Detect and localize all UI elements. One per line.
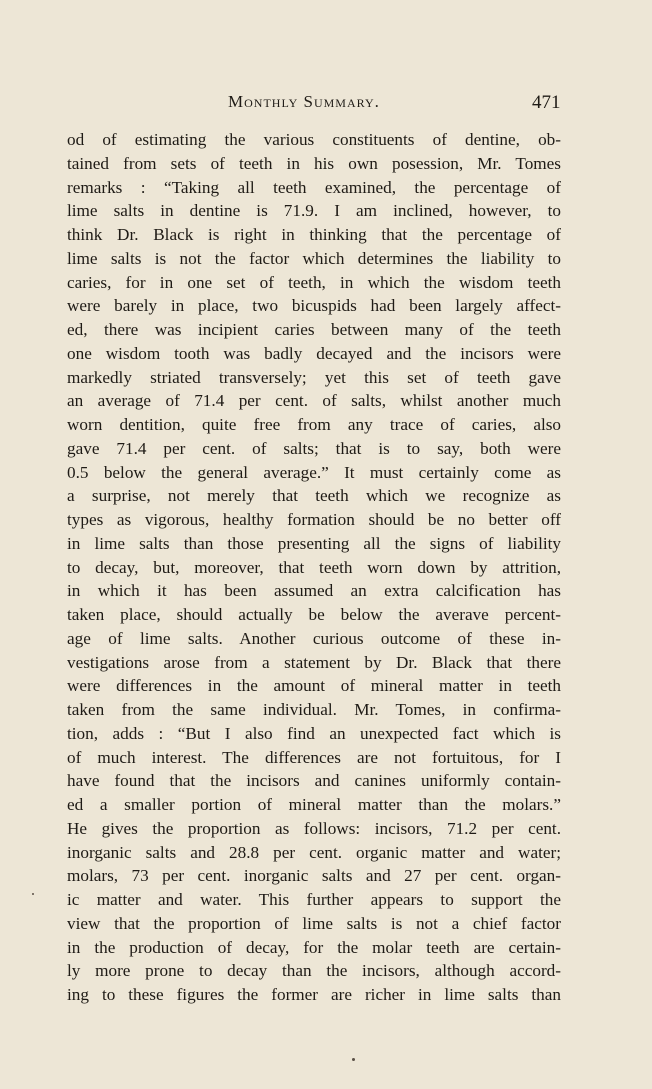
text-line: ing to these figures the former are richer in lime salts than — [67, 985, 561, 1004]
text-line: inorganic salts and 28.8 per cent. organic matter and water; — [67, 842, 561, 862]
text-line: lime salts is not the factor which determines the liability to — [67, 248, 561, 268]
text-line: think Dr. Black is right in thinking that the percentage of — [67, 225, 561, 244]
text-line: od of estimating the various constituents of dentine, ob- — [67, 130, 561, 149]
text-line: worn dentition, quite free from any trace of caries, also — [67, 415, 561, 434]
text-line: ed, there was incipient caries between many of the teeth — [67, 320, 561, 339]
running-title: Monthly Summary. — [228, 92, 380, 111]
text-line: tained from sets of teeth in his own posession, Mr. Tomes — [67, 153, 561, 173]
text-line: to decay, but, moreover, that teeth worn down by attrition, — [67, 557, 561, 577]
running-head — [0, 92, 652, 122]
text-line: an average of 71.4 per cent. of salts, whilst another much — [67, 391, 561, 411]
text-line: tion, adds : “But I also find an unexpected fact which is — [67, 723, 561, 743]
text-line: markedly striated transversely; yet this set of teeth gave — [67, 367, 561, 387]
text-line: view that the proportion of lime salts is not a chief factor — [67, 913, 561, 933]
text-line: gave 71.4 per cent. of salts; that is to say, both were — [67, 438, 561, 458]
text-line: in lime salts than those presenting all the signs of liability — [67, 533, 561, 553]
paper-speck — [352, 1058, 355, 1061]
text-line: lime salts in dentine is 71.9. I am inclined, however, to — [67, 201, 561, 221]
text-line: caries, for in one set of teeth, in which the wisdom teeth — [67, 272, 561, 292]
text-line: molars, 73 per cent. inorganic salts and 27 per cent. organ- — [67, 866, 561, 886]
body-text — [67, 128, 561, 1007]
text-line: in which it has been assumed an extra calcification has — [67, 581, 561, 601]
text-line: have found that the incisors and canines uniformly contain- — [67, 771, 561, 791]
text-line: age of lime salts. Another curious outcome of these in- — [67, 628, 561, 648]
text-line: were differences in the amount of mineral matter in teeth — [67, 676, 561, 696]
text-line: in the production of decay, for the molar teeth are certain- — [67, 937, 561, 957]
paper-speck — [32, 893, 34, 895]
text-line: ed a smaller portion of mineral matter than the molars.” — [67, 795, 561, 814]
page-number: 471 — [532, 92, 561, 113]
text-line: ly more prone to decay than the incisors, although accord- — [67, 961, 561, 981]
text-line: one wisdom tooth was badly decayed and the incisors were — [67, 343, 561, 363]
text-line: of much interest. The differences are not fortuitous, for I — [67, 747, 561, 767]
text-line: were barely in place, two bicuspids had been largely affect- — [67, 296, 561, 316]
text-line: a surprise, not merely that teeth which we recognize as — [67, 486, 561, 506]
text-line: ic matter and water. This further appears to support the — [67, 890, 561, 909]
text-line: taken from the same individual. Mr. Tomes, in confirma- — [67, 700, 561, 719]
text-line: vestigations arose from a statement by Dr. Black that there — [67, 652, 561, 672]
text-line: He gives the proportion as follows: incisors, 71.2 per cent. — [67, 818, 561, 838]
text-line: 0.5 below the general average.” It must certainly come as — [67, 462, 561, 482]
text-line: taken place, should actually be below the averave percent- — [67, 605, 561, 624]
text-line: types as vigorous, healthy formation should be no better off — [67, 510, 561, 529]
text-line: remarks : “Taking all teeth examined, the percentage of — [67, 177, 561, 197]
